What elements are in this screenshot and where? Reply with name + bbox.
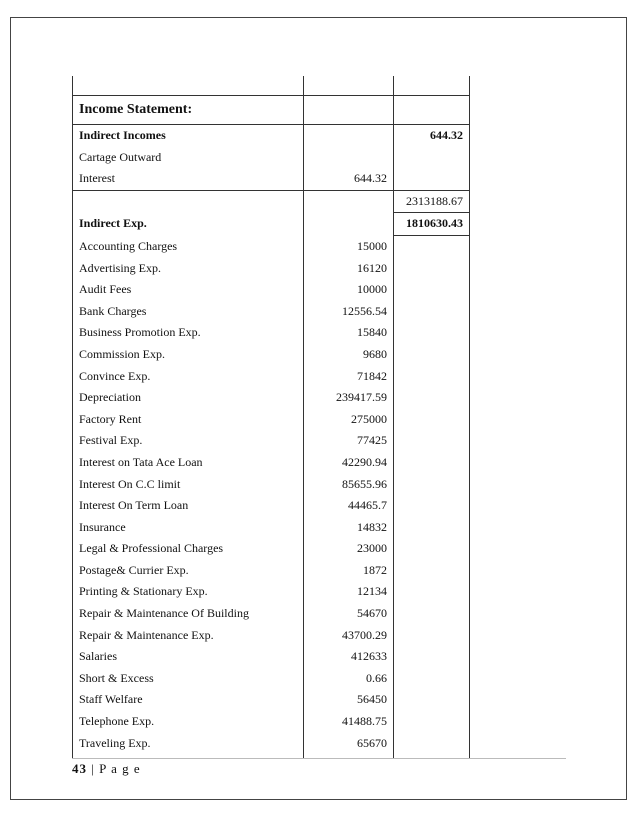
running-total: 2313188.67 [394, 190, 470, 213]
table-row [73, 235, 470, 257]
row-label: Telephone Exp. [73, 711, 304, 733]
row-label: Repair & Maintenance Exp. [73, 625, 304, 647]
indirect-incomes-heading-row [73, 125, 470, 147]
row-label: Interest On C.C limit [73, 474, 304, 496]
row-amount: 41488.75 [304, 711, 394, 733]
row-amount: 56450 [304, 689, 394, 711]
row-amount: 412633 [304, 646, 394, 668]
row-label: Repair & Maintenance Of Building [73, 603, 304, 625]
row-amount: 10000 [304, 279, 394, 301]
row-amount: 71842 [304, 366, 394, 388]
row-label: Convince Exp. [73, 366, 304, 388]
row-amount: 239417.59 [304, 387, 394, 409]
page-footer [72, 761, 141, 777]
footer-separator: | [91, 761, 95, 776]
page-label: P a g e [99, 761, 141, 776]
indirect-exp-heading-row [73, 213, 470, 236]
row-label: Postage& Currier Exp. [73, 560, 304, 582]
row-amount: 14832 [304, 517, 394, 539]
row-label: Business Promotion Exp. [73, 322, 304, 344]
indirect-exp-heading: Indirect Exp. [73, 213, 304, 236]
running-total-row [73, 190, 470, 213]
row-label: Depreciation [73, 387, 304, 409]
row-label: Factory Rent [73, 409, 304, 431]
row-label: Printing & Stationary Exp. [73, 581, 304, 603]
table-row [73, 668, 470, 690]
statement-title: Income Statement: [73, 96, 304, 125]
table-row [73, 322, 470, 344]
indirect-exp-total: 1810630.43 [394, 213, 470, 236]
table-row [73, 474, 470, 496]
row-label: Interest on Tata Ace Loan [73, 452, 304, 474]
table-row [73, 625, 470, 647]
table-row [73, 689, 470, 711]
row-label: Traveling Exp. [73, 733, 304, 759]
table-row [73, 387, 470, 409]
row-label: Legal & Professional Charges [73, 538, 304, 560]
row-label: Interest [73, 168, 304, 190]
row-amount: 42290.94 [304, 452, 394, 474]
row-amount: 1872 [304, 560, 394, 582]
table-row [73, 301, 470, 323]
row-amount: 644.32 [304, 168, 394, 190]
row-amount: 23000 [304, 538, 394, 560]
row-amount: 77425 [304, 430, 394, 452]
row-amount: 65670 [304, 733, 394, 759]
footer-rule [72, 758, 566, 759]
row-amount: 44465.7 [304, 495, 394, 517]
table-row [73, 538, 470, 560]
indirect-incomes-heading: Indirect Incomes [73, 125, 304, 147]
row-label: Salaries [73, 646, 304, 668]
table-row [73, 495, 470, 517]
row-amount: 43700.29 [304, 625, 394, 647]
table-row [73, 452, 470, 474]
table-row [73, 517, 470, 539]
statement-title-row [73, 96, 470, 125]
table-row [73, 646, 470, 668]
table-row [73, 560, 470, 582]
table-row [73, 168, 470, 190]
table-row [73, 581, 470, 603]
table-row [73, 603, 470, 625]
indirect-incomes-total: 644.32 [394, 125, 470, 147]
table-row [73, 733, 470, 759]
table-row [73, 344, 470, 366]
table-row [73, 711, 470, 733]
table-header-spacer-row [73, 76, 470, 96]
row-amount: 54670 [304, 603, 394, 625]
row-label: Insurance [73, 517, 304, 539]
row-amount: 16120 [304, 258, 394, 280]
row-label: Short & Excess [73, 668, 304, 690]
table-row [73, 409, 470, 431]
table-row [73, 279, 470, 301]
row-label: Festival Exp. [73, 430, 304, 452]
row-label: Accounting Charges [73, 235, 304, 257]
row-label: Interest On Term Loan [73, 495, 304, 517]
row-amount: 275000 [304, 409, 394, 431]
row-amount: 15000 [304, 235, 394, 257]
row-label: Bank Charges [73, 301, 304, 323]
row-label: Cartage Outward [73, 147, 304, 169]
row-label: Commission Exp. [73, 344, 304, 366]
row-amount: 15840 [304, 322, 394, 344]
table-row [73, 258, 470, 280]
table-row [73, 147, 470, 169]
table-row [73, 366, 470, 388]
row-amount: 9680 [304, 344, 394, 366]
row-amount: 12134 [304, 581, 394, 603]
row-amount: 0.66 [304, 668, 394, 690]
income-statement-table [72, 76, 470, 759]
row-amount [304, 147, 394, 169]
row-amount: 85655.96 [304, 474, 394, 496]
page-number: 43 [72, 761, 87, 776]
row-label: Advertising Exp. [73, 258, 304, 280]
row-amount: 12556.54 [304, 301, 394, 323]
row-label: Audit Fees [73, 279, 304, 301]
row-label: Staff Welfare [73, 689, 304, 711]
table-row [73, 430, 470, 452]
